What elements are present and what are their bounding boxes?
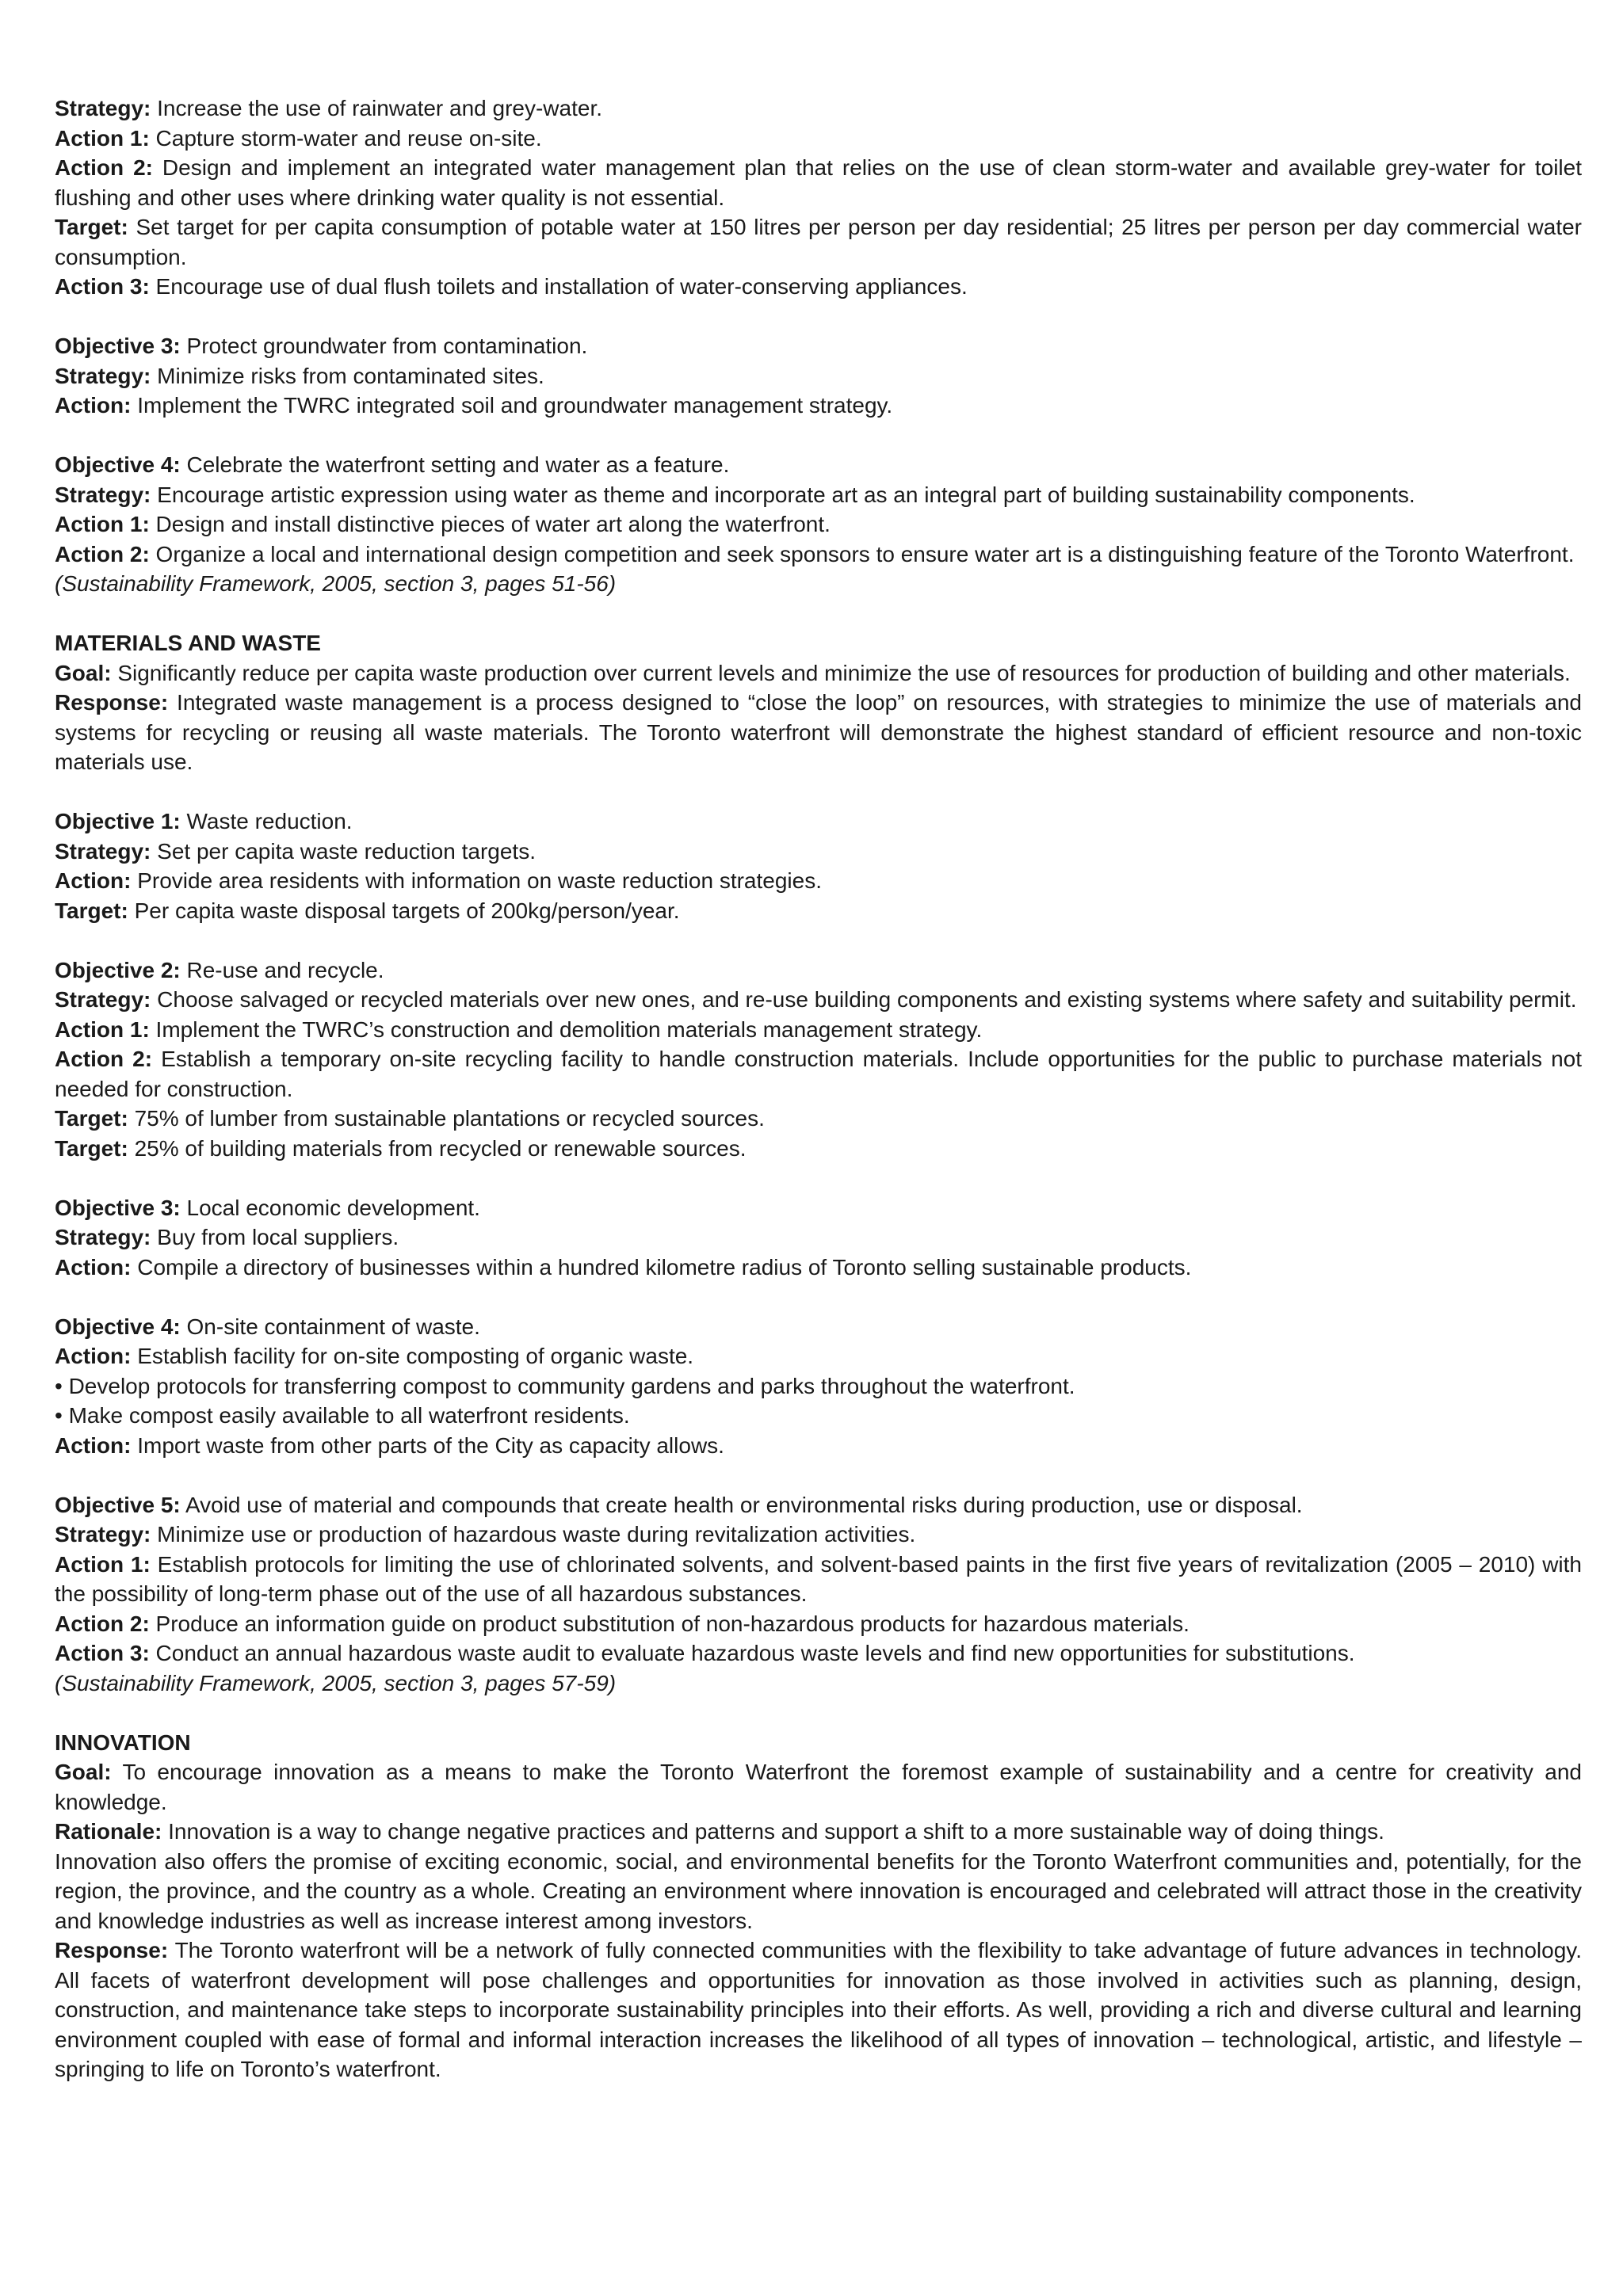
line-text: Avoid use of material and compounds that create health or environmental risks during production, use or disposal. — [180, 1492, 1303, 1517]
body-line — [55, 1253, 1582, 1283]
line-label: Objective 5: — [55, 1492, 181, 1517]
body-line — [55, 124, 1582, 154]
body-line — [55, 955, 1582, 986]
line-label: Target: — [55, 898, 128, 923]
line-label: Action 3: — [55, 1641, 150, 1665]
line-label: Objective 4: — [55, 452, 181, 477]
body-line — [55, 1520, 1582, 1550]
line-label: Strategy: — [55, 987, 151, 1012]
line-text: Buy from local suppliers. — [151, 1225, 399, 1249]
line-text: • Make compost easily available to all waterfront residents. — [55, 1403, 630, 1428]
line-label: Action 1: — [55, 512, 150, 536]
line-text: Set per capita waste reduction targets. — [151, 838, 536, 864]
line-text: Provide area residents with information on waste reduction strategies. — [131, 868, 822, 893]
body-line — [55, 1757, 1582, 1817]
line-text: Innovation is a way to change negative practices and patterns and support a shift to a more sustainable way of doing things. — [162, 1819, 1384, 1844]
line-label: Strategy: — [55, 1225, 151, 1249]
body-line — [55, 450, 1582, 480]
line-label: Strategy: — [55, 363, 151, 388]
paragraph-gap — [55, 925, 1582, 955]
line-label: Goal: — [55, 1760, 112, 1784]
section-heading: INNOVATION — [55, 1730, 191, 1755]
body-line — [55, 1936, 1582, 2084]
body-line — [55, 93, 1582, 124]
section-heading: MATERIALS AND WASTE — [55, 631, 321, 655]
line-label: Response: — [55, 690, 169, 715]
line-label: Action 2: — [55, 155, 153, 180]
body-line — [55, 1222, 1582, 1253]
line-label: Action 1: — [55, 125, 150, 151]
line-text: Capture storm-water and reuse on-site. — [149, 125, 542, 151]
line-text: Minimize risks from contaminated sites. — [151, 363, 544, 388]
paragraph-gap — [55, 421, 1582, 451]
body-line — [55, 1134, 1582, 1164]
body-line — [55, 1609, 1582, 1639]
body-line — [55, 1312, 1582, 1342]
body-line — [55, 391, 1582, 421]
line-text: 75% of lumber from sustainable plantations or recycled sources. — [128, 1106, 765, 1131]
line-text: Compile a directory of businesses within a hundred kilometre radius of Toronto selling sustainable products. — [131, 1254, 1192, 1280]
line-label: Action 2: — [55, 1611, 150, 1636]
line-label: Action: — [55, 1254, 132, 1280]
body-line — [55, 272, 1582, 302]
line-label: Target: — [55, 215, 128, 239]
body-line — [55, 1104, 1582, 1134]
body-line — [55, 1817, 1582, 1847]
line-text: 25% of building materials from recycled or renewable sources. — [128, 1135, 747, 1161]
line-text: Increase the use of rainwater and grey-water. — [151, 96, 603, 120]
body-line — [55, 1431, 1582, 1461]
paragraph-gap — [55, 1163, 1582, 1193]
body-line — [55, 540, 1582, 570]
line-label: Action: — [55, 868, 132, 893]
line-text: Significantly reduce per capita waste production over current levels and minimize the use of resources for production of building and other materials. — [111, 660, 1571, 685]
body-line — [55, 1193, 1582, 1223]
line-text: • Develop protocols for transferring compost to community gardens and parks throughout the waterfront. — [55, 1373, 1075, 1398]
line-text: Import waste from other parts of the City as capacity allows. — [131, 1432, 724, 1458]
line-text: Encourage use of dual flush toilets and installation of water-conserving appliances. — [149, 274, 968, 299]
line-label: Objective 2: — [55, 957, 181, 982]
line-label: Objective 1: — [55, 809, 181, 833]
line-label: Strategy: — [55, 1522, 151, 1547]
line-label: Target: — [55, 1106, 128, 1131]
body-line — [55, 1490, 1582, 1520]
line-label: Response: — [55, 1938, 169, 1962]
paragraph-gap — [55, 1282, 1582, 1312]
line-text: Implement the TWRC’s construction and demolition materials management strategy. — [149, 1016, 983, 1042]
line-label: Goal: — [55, 660, 112, 685]
line-text: On-site containment of waste. — [180, 1314, 480, 1339]
line-label: Objective 3: — [55, 334, 181, 358]
line-label: Action 2: — [55, 541, 150, 566]
line-label: Action: — [55, 393, 132, 418]
line-label: Target: — [55, 1135, 128, 1161]
line-text: The Toronto waterfront will be a network of fully connected communities with the flexibility to take advantage of future advances in technology. All facets of waterfront development will pose challenges and opportunities for innovation as those involved in activities such as planning, design, construction, and maintenance take steps to incorporate sustainability principles into their efforts. As well, providing a rich and diverse cultural and learning environment coupled with ease of formal and informal interaction increases the likelihood of all types of innovation – technological, artistic, and lifestyle – springing to life on Toronto’s waterfront. — [55, 1938, 1582, 2081]
paragraph-gap — [55, 777, 1582, 807]
line-text: To encourage innovation as a means to make the Toronto Waterfront the foremost example of sustainability and a centre for creativity and knowledge. — [55, 1760, 1582, 1814]
line-text: Encourage artistic expression using water as theme and incorporate art as an integral part of building sustainability components. — [151, 482, 1415, 507]
line-text: Choose salvaged or recycled materials over new ones, and re-use building components and existing systems where safety and suitability permit. — [151, 987, 1577, 1012]
line-text: Design and implement an integrated water management plan that relies on the use of clean storm-water and available grey-water for toilet flushing and other uses where drinking water quality is not essential. — [55, 155, 1582, 210]
line-label: Action 1: — [55, 1016, 150, 1042]
line-text: Design and install distinctive pieces of water art along the waterfront. — [149, 512, 831, 536]
line-text: Integrated waste management is a process designed to “close the loop” on resources, with strategies to minimize the use of materials and systems for recycling or reusing all waste materials. The Toronto waterfront will demonstrate the highest standard of efficient resource and non-toxic materials use. — [55, 690, 1582, 774]
paragraph-gap — [55, 302, 1582, 332]
body-line — [55, 1401, 1582, 1431]
line-label: Objective 4: — [55, 1314, 181, 1339]
line-label: Action: — [55, 1432, 132, 1458]
line-label: Action: — [55, 1344, 132, 1368]
line-text: Conduct an annual hazardous waste audit to evaluate hazardous waste levels and find new opportunities for substitutions. — [149, 1641, 1355, 1665]
body-line — [55, 361, 1582, 391]
line-text: Celebrate the waterfront setting and water as a feature. — [180, 452, 730, 477]
line-text: Waste reduction. — [180, 809, 353, 833]
line-text: Protect groundwater from contamination. — [180, 334, 588, 358]
body-line — [55, 985, 1582, 1015]
body-line — [55, 212, 1582, 272]
paragraph-gap — [55, 1698, 1582, 1728]
line-label: Strategy: — [55, 482, 151, 507]
line-text: Local economic development. — [180, 1195, 480, 1220]
body-line — [55, 807, 1582, 837]
line-label: Objective 3: — [55, 1195, 181, 1220]
body-line — [55, 153, 1582, 212]
paragraph-gap — [55, 1460, 1582, 1490]
body-line — [55, 509, 1582, 540]
body-line — [55, 837, 1582, 867]
body-line — [55, 866, 1582, 896]
line-label: Rationale: — [55, 1819, 162, 1844]
line-text: Establish protocols for limiting the use of chlorinated solvents, and solvent-based paints in the first five years of revitalization (2005 – 2010) with the possibility of long-term phase out of the use of all hazardous substances. — [55, 1551, 1582, 1606]
body-line — [55, 896, 1582, 926]
line-label: Action 2: — [55, 1047, 153, 1071]
body-line — [55, 1341, 1582, 1371]
line-text: Establish facility for on-site composting of organic waste. — [131, 1344, 694, 1368]
line-text: Implement the TWRC integrated soil and groundwater management strategy. — [131, 393, 893, 418]
body-line — [55, 688, 1582, 777]
line-label: Strategy: — [55, 838, 151, 864]
line-text: Establish a temporary on-site recycling facility to handle construction materials. Include opportunities for the public to purchase materials not needed for construction. — [55, 1047, 1583, 1101]
body-line — [55, 1371, 1582, 1402]
line-text: Produce an information guide on product substitution of non-hazardous products for hazardous materials. — [149, 1611, 1190, 1636]
body-line — [55, 1847, 1582, 1936]
body-line — [55, 480, 1582, 510]
line-label: Action 3: — [55, 274, 150, 299]
body-line — [55, 1044, 1582, 1104]
line-text: Minimize use or production of hazardous waste during revitalization activities. — [151, 1522, 916, 1547]
line-text: Organize a local and international design competition and seek sponsors to ensure water art is a distinguishing feature of the Toronto Waterfront. — [149, 541, 1575, 566]
line-label: Strategy: — [55, 96, 151, 120]
line-text: Per capita waste disposal targets of 200kg/person/year. — [128, 898, 680, 923]
body-line — [55, 1015, 1582, 1045]
citation: (Sustainability Framework, 2005, section 3, pages 57-59) — [55, 1670, 617, 1695]
body-line — [55, 1638, 1582, 1669]
body-line — [55, 1550, 1582, 1609]
citation: (Sustainability Framework, 2005, section 3, pages 51-56) — [55, 571, 617, 596]
paragraph-gap — [55, 599, 1582, 629]
line-text: Innovation also offers the promise of exciting economic, social, and environmental benefits for the Toronto Waterfront communities and, potentially, for the region, the province, and the country as a whole. Creating an environment where innovation is encouraged and celebrated will attract those in the creativity and knowledge industries as well as increase interest among investors. — [55, 1848, 1582, 1933]
line-text: Set target for per capita consumption of potable water at 150 litres per person per day residential; 25 litres per person per day commercial water consumption. — [55, 215, 1582, 269]
line-text: Re-use and recycle. — [180, 957, 384, 982]
body-line — [55, 658, 1582, 688]
body-line — [55, 331, 1582, 361]
line-label: Action 1: — [55, 1551, 151, 1577]
